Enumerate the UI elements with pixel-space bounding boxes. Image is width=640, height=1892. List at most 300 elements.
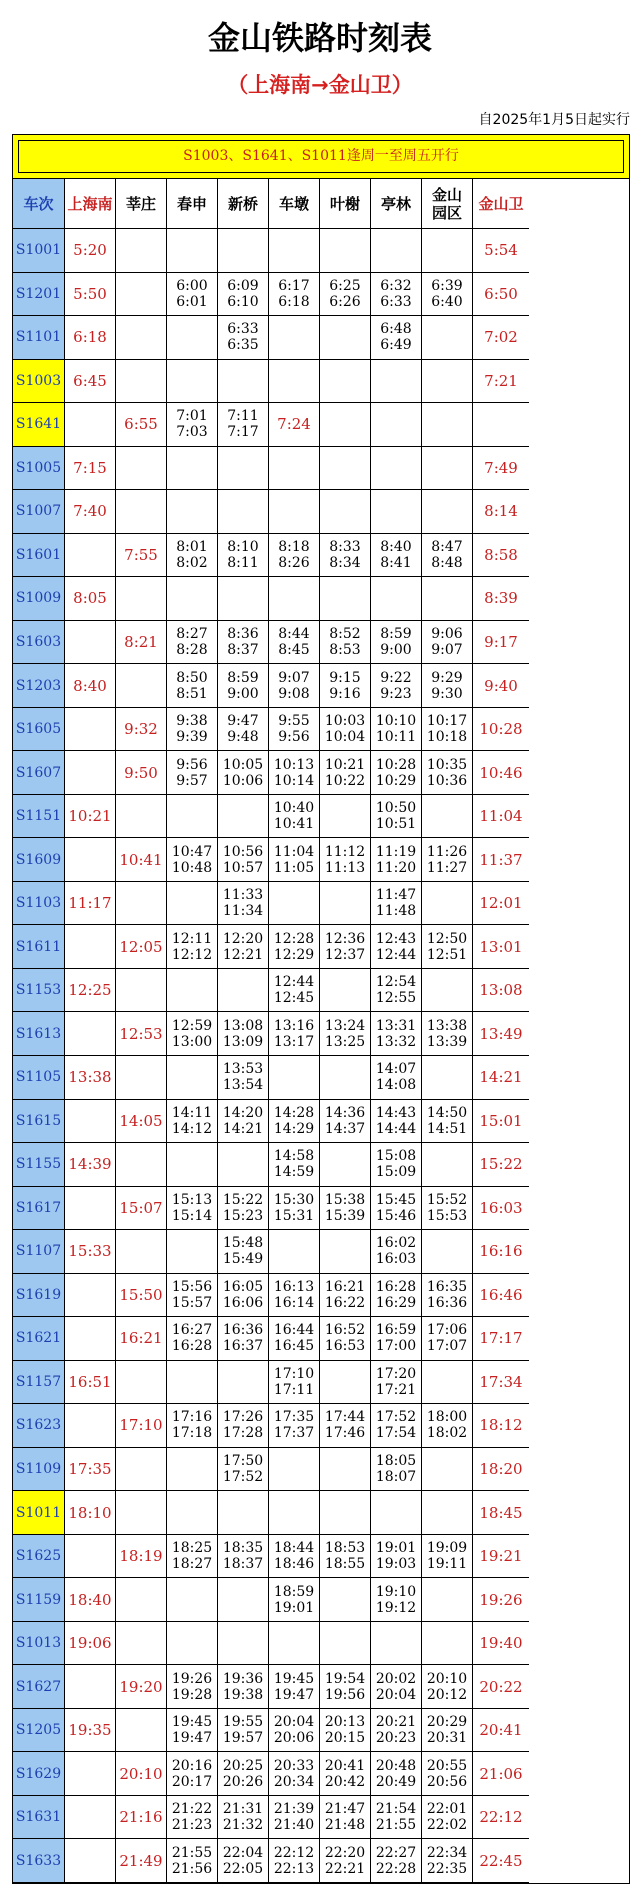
time-cell (218, 1317, 269, 1361)
time-value: 21:47 (324, 1801, 366, 1818)
time-cell (218, 1100, 269, 1144)
time-cell (167, 1491, 218, 1535)
time-cell (218, 925, 269, 969)
time-cell (167, 969, 218, 1013)
time-value: 14:29 (273, 1120, 315, 1137)
time-value: 14:50 (426, 1104, 468, 1121)
time-cell (422, 1535, 473, 1579)
time-cell (320, 621, 371, 665)
time-cell (371, 1100, 422, 1144)
time-value: 11:05 (273, 859, 315, 876)
time-value: 11:37 (479, 850, 523, 869)
time-value: 12:44 (273, 974, 315, 991)
train-number-cell (13, 1404, 65, 1448)
train-number: S1155 (15, 1156, 62, 1173)
time-value: 20:04 (273, 1714, 315, 1731)
time-cell (422, 1665, 473, 1709)
effective-date: 自2025年1月5日起实行 (478, 112, 630, 128)
time-cell (167, 1448, 218, 1492)
time-value: 16:46 (479, 1285, 523, 1304)
timetable-grid (13, 179, 629, 1883)
time-cell (473, 1752, 529, 1796)
time-value: 12:55 (375, 990, 417, 1007)
time-cell (116, 882, 167, 926)
time-cell (371, 1796, 422, 1840)
time-value: 6:33 (380, 293, 412, 310)
time-value: 18:02 (426, 1425, 468, 1442)
time-cell (65, 490, 116, 534)
time-value: 18:44 (273, 1540, 315, 1557)
time-value: 12:01 (479, 894, 523, 913)
time-value: 21:54 (375, 1801, 417, 1818)
time-cell (320, 1752, 371, 1796)
time-value: 19:45 (171, 1714, 213, 1731)
time-cell (65, 316, 116, 360)
time-cell (422, 1230, 473, 1274)
time-value: 6:55 (124, 415, 158, 434)
time-cell (218, 1535, 269, 1579)
time-cell (167, 1665, 218, 1709)
time-cell (167, 1230, 218, 1274)
train-number-cell (13, 360, 65, 404)
time-value: 12:45 (273, 990, 315, 1007)
time-value: 7:11 (227, 408, 259, 425)
time-cell (218, 360, 269, 404)
train-number-cell (13, 1752, 65, 1796)
time-cell (371, 882, 422, 926)
header-label: 莘庄 (125, 194, 156, 213)
train-number-cell (13, 664, 65, 708)
time-value: 12:53 (119, 1024, 163, 1043)
time-cell (167, 925, 218, 969)
time-cell (116, 1796, 167, 1840)
time-cell (65, 882, 116, 926)
time-value: 15:46 (375, 1207, 417, 1224)
train-number: S1157 (15, 1373, 62, 1390)
time-value: 17:20 (375, 1365, 417, 1382)
time-value: 15:14 (171, 1207, 213, 1224)
time-cell (269, 969, 320, 1013)
time-cell (473, 838, 529, 882)
time-value: 20:56 (426, 1773, 468, 1790)
header-cell (473, 179, 529, 229)
timetable (12, 134, 630, 1884)
time-cell (116, 447, 167, 491)
time-cell (167, 316, 218, 360)
time-cell (218, 1491, 269, 1535)
time-value: 16:13 (273, 1278, 315, 1295)
train-number-cell (13, 708, 65, 752)
time-value: 9:48 (227, 729, 259, 746)
time-value: 9:55 (278, 713, 310, 730)
train-number-cell (13, 316, 65, 360)
time-cell (269, 316, 320, 360)
time-value: 22:27 (375, 1844, 417, 1861)
time-cell (371, 708, 422, 752)
time-cell (320, 1578, 371, 1622)
time-cell (320, 229, 371, 273)
time-value: 21:55 (375, 1817, 417, 1834)
time-cell (371, 1752, 422, 1796)
time-cell (65, 751, 116, 795)
time-value: 10:05 (222, 756, 264, 773)
time-value: 6:45 (73, 371, 107, 390)
train-number-cell (13, 1665, 65, 1709)
train-number-cell (13, 838, 65, 882)
time-cell (116, 229, 167, 273)
time-value: 14:37 (324, 1120, 366, 1137)
time-cell (320, 969, 371, 1013)
time-cell (473, 1622, 529, 1666)
time-cell (320, 1665, 371, 1709)
time-value: 19:47 (171, 1730, 213, 1747)
time-cell (269, 1448, 320, 1492)
time-value: 10:04 (324, 729, 366, 746)
train-number-cell (13, 751, 65, 795)
time-cell (269, 1839, 320, 1883)
time-value: 10:18 (426, 729, 468, 746)
time-cell (218, 1012, 269, 1056)
header-label: 新桥 (227, 194, 258, 213)
time-value: 10:46 (479, 763, 523, 782)
time-cell (473, 1578, 529, 1622)
time-value: 12:51 (426, 946, 468, 963)
time-cell (473, 1056, 529, 1100)
time-cell (116, 969, 167, 1013)
time-value: 17:10 (273, 1365, 315, 1382)
time-value: 20:16 (171, 1757, 213, 1774)
time-value: 10:57 (222, 859, 264, 876)
time-value: 13:00 (171, 1033, 213, 1050)
time-cell (473, 969, 529, 1013)
time-cell (320, 708, 371, 752)
time-cell (116, 664, 167, 708)
time-value: 12:36 (324, 930, 366, 947)
time-cell (167, 490, 218, 534)
time-cell (473, 1317, 529, 1361)
time-cell (320, 882, 371, 926)
time-cell (422, 229, 473, 273)
train-number-cell (13, 1012, 65, 1056)
time-value: 19:38 (222, 1686, 264, 1703)
time-value: 6:40 (431, 293, 463, 310)
time-value: 11:33 (222, 887, 264, 904)
time-cell (269, 1317, 320, 1361)
time-value: 8:52 (329, 625, 361, 642)
time-cell (65, 447, 116, 491)
notice-text: S1003、S1641、S1011逢周一至周五开行 (183, 148, 459, 164)
time-value: 8:40 (73, 676, 107, 695)
time-value: 8:34 (329, 554, 361, 571)
time-value: 10:22 (324, 772, 366, 789)
time-value: 8:28 (176, 641, 208, 658)
time-cell (422, 882, 473, 926)
time-cell (269, 1143, 320, 1187)
train-number-cell (13, 1230, 65, 1274)
time-value: 16:35 (426, 1278, 468, 1295)
time-cell (269, 1100, 320, 1144)
time-value: 18:40 (68, 1590, 112, 1609)
time-value: 7:15 (73, 458, 107, 477)
time-cell (116, 1012, 167, 1056)
time-value: 22:04 (222, 1844, 264, 1861)
time-cell (320, 316, 371, 360)
time-value: 17:16 (171, 1409, 213, 1426)
time-cell (167, 1274, 218, 1318)
time-value: 20:13 (324, 1714, 366, 1731)
time-value: 13:08 (222, 1017, 264, 1034)
time-cell (422, 1012, 473, 1056)
time-cell (320, 1839, 371, 1883)
train-number-cell (13, 273, 65, 317)
time-value: 13:17 (273, 1033, 315, 1050)
time-value: 18:55 (324, 1556, 366, 1573)
time-cell (116, 1187, 167, 1231)
time-value: 11:26 (426, 843, 468, 860)
time-value: 12:54 (375, 974, 417, 991)
time-value: 19:45 (273, 1670, 315, 1687)
time-value: 15:22 (222, 1191, 264, 1208)
time-value: 20:10 (426, 1670, 468, 1687)
time-cell (116, 751, 167, 795)
time-cell (371, 1839, 422, 1883)
time-value: 19:35 (68, 1721, 112, 1740)
time-value: 6:25 (329, 277, 361, 294)
time-value: 10:50 (375, 800, 417, 817)
time-value: 19:12 (375, 1599, 417, 1616)
time-value: 17:34 (479, 1372, 523, 1391)
time-value: 13:01 (479, 937, 523, 956)
time-cell (371, 1622, 422, 1666)
time-cell (473, 925, 529, 969)
time-cell (269, 751, 320, 795)
time-cell (116, 1665, 167, 1709)
time-cell (65, 664, 116, 708)
time-cell (218, 882, 269, 926)
time-cell (167, 882, 218, 926)
time-cell (167, 229, 218, 273)
time-value: 19:09 (426, 1540, 468, 1557)
time-value: 22:12 (479, 1808, 523, 1827)
time-value: 18:37 (222, 1556, 264, 1573)
time-cell (320, 577, 371, 621)
time-value: 17:52 (222, 1468, 264, 1485)
time-cell (473, 1274, 529, 1318)
time-cell (473, 490, 529, 534)
time-value: 17:17 (479, 1329, 523, 1348)
time-value: 22:05 (222, 1860, 264, 1877)
time-cell (116, 1709, 167, 1753)
time-value: 9:29 (431, 669, 463, 686)
time-cell (473, 534, 529, 578)
time-cell (167, 1622, 218, 1666)
time-value: 14:12 (171, 1120, 213, 1137)
time-cell (269, 1665, 320, 1709)
time-cell (218, 1796, 269, 1840)
time-cell (371, 1187, 422, 1231)
time-cell (269, 1404, 320, 1448)
time-value: 10:21 (324, 756, 366, 773)
time-cell (422, 925, 473, 969)
time-cell (116, 1839, 167, 1883)
time-value: 8:14 (484, 502, 518, 521)
time-value: 16:52 (324, 1322, 366, 1339)
time-value: 13:38 (426, 1017, 468, 1034)
time-value: 8:50 (176, 669, 208, 686)
time-cell (422, 1404, 473, 1448)
time-cell (269, 1187, 320, 1231)
time-cell (116, 1752, 167, 1796)
time-cell (218, 1274, 269, 1318)
time-cell (65, 1752, 116, 1796)
time-value: 19:06 (68, 1634, 112, 1653)
time-value: 18:45 (479, 1503, 523, 1522)
time-value: 6:09 (227, 277, 259, 294)
train-number: S1009 (15, 590, 62, 607)
time-cell (473, 403, 529, 447)
train-number: S1005 (15, 459, 62, 476)
train-number-cell (13, 1187, 65, 1231)
time-value: 10:51 (375, 816, 417, 833)
time-value: 10:17 (426, 713, 468, 730)
time-cell (371, 1578, 422, 1622)
time-value: 16:14 (273, 1294, 315, 1311)
time-cell (320, 1012, 371, 1056)
time-value: 9:32 (124, 720, 158, 739)
time-value: 16:59 (375, 1322, 417, 1339)
time-cell (218, 1143, 269, 1187)
time-cell (320, 1143, 371, 1187)
time-value: 8:26 (278, 554, 310, 571)
time-value: 15:49 (222, 1251, 264, 1268)
time-cell (116, 708, 167, 752)
time-cell (473, 1187, 529, 1231)
time-cell (167, 1578, 218, 1622)
time-value: 8:18 (278, 538, 310, 555)
time-cell (269, 621, 320, 665)
time-cell (65, 969, 116, 1013)
time-value: 16:53 (324, 1338, 366, 1355)
time-value: 10:35 (426, 756, 468, 773)
time-value: 6:39 (431, 277, 463, 294)
time-value: 7:24 (277, 415, 311, 434)
time-value: 13:16 (273, 1017, 315, 1034)
time-value: 21:31 (222, 1801, 264, 1818)
time-cell (269, 534, 320, 578)
time-value: 6:35 (227, 337, 259, 354)
time-cell (116, 1361, 167, 1405)
time-value: 10:41 (119, 850, 163, 869)
time-value: 22:28 (375, 1860, 417, 1877)
time-cell (371, 577, 422, 621)
time-cell (422, 1578, 473, 1622)
time-value: 6:48 (380, 321, 412, 338)
time-value: 8:40 (380, 538, 412, 555)
time-cell (218, 1404, 269, 1448)
time-cell (422, 316, 473, 360)
time-cell (218, 708, 269, 752)
time-value: 20:15 (324, 1730, 366, 1747)
time-value: 11:48 (375, 903, 417, 920)
time-cell (218, 1578, 269, 1622)
train-number-cell (13, 1535, 65, 1579)
time-cell (371, 1448, 422, 1492)
time-cell (116, 1491, 167, 1535)
time-value: 12:37 (324, 946, 366, 963)
time-cell (116, 1622, 167, 1666)
time-value: 8:53 (329, 641, 361, 658)
time-value: 6:18 (278, 293, 310, 310)
train-number: S1613 (15, 1025, 62, 1042)
time-value: 9:08 (278, 685, 310, 702)
time-value: 9:07 (278, 669, 310, 686)
time-cell (320, 360, 371, 404)
time-cell (422, 447, 473, 491)
time-value: 13:54 (222, 1077, 264, 1094)
time-cell (371, 1665, 422, 1709)
time-cell (422, 969, 473, 1013)
time-cell (218, 1361, 269, 1405)
time-cell (320, 1709, 371, 1753)
time-cell (167, 1709, 218, 1753)
time-cell (371, 490, 422, 534)
time-value: 13:38 (68, 1068, 112, 1087)
time-cell (320, 1491, 371, 1535)
time-value: 20:10 (119, 1764, 163, 1783)
time-value: 6:32 (380, 277, 412, 294)
time-value: 12:44 (375, 946, 417, 963)
time-value: 15:23 (222, 1207, 264, 1224)
time-value: 6:10 (227, 293, 259, 310)
time-cell (167, 708, 218, 752)
train-number: S1107 (15, 1243, 62, 1260)
time-value: 9:47 (227, 713, 259, 730)
time-cell (269, 1361, 320, 1405)
time-cell (371, 1709, 422, 1753)
time-cell (116, 838, 167, 882)
time-value: 17:35 (68, 1459, 112, 1478)
time-cell (371, 664, 422, 708)
time-cell (218, 1056, 269, 1100)
time-value: 9:00 (227, 685, 259, 702)
time-value: 16:51 (68, 1372, 112, 1391)
time-value: 12:43 (375, 930, 417, 947)
time-cell (320, 795, 371, 839)
time-value: 20:55 (426, 1757, 468, 1774)
time-value: 14:51 (426, 1120, 468, 1137)
time-value: 18:35 (222, 1540, 264, 1557)
time-value: 20:31 (426, 1730, 468, 1747)
time-cell (65, 621, 116, 665)
train-number-cell (13, 577, 65, 621)
time-cell (320, 664, 371, 708)
time-value: 20:41 (324, 1757, 366, 1774)
train-number: S1611 (15, 938, 62, 955)
time-value: 20:23 (375, 1730, 417, 1747)
time-cell (116, 534, 167, 578)
time-cell (422, 1361, 473, 1405)
time-cell (269, 1230, 320, 1274)
time-value: 16:22 (324, 1294, 366, 1311)
time-value: 13:49 (479, 1024, 523, 1043)
time-value: 21:40 (273, 1817, 315, 1834)
time-cell (65, 838, 116, 882)
time-cell (65, 1448, 116, 1492)
time-value: 8:36 (227, 625, 259, 642)
time-value: 20:04 (375, 1686, 417, 1703)
time-cell (167, 273, 218, 317)
time-cell (320, 1622, 371, 1666)
